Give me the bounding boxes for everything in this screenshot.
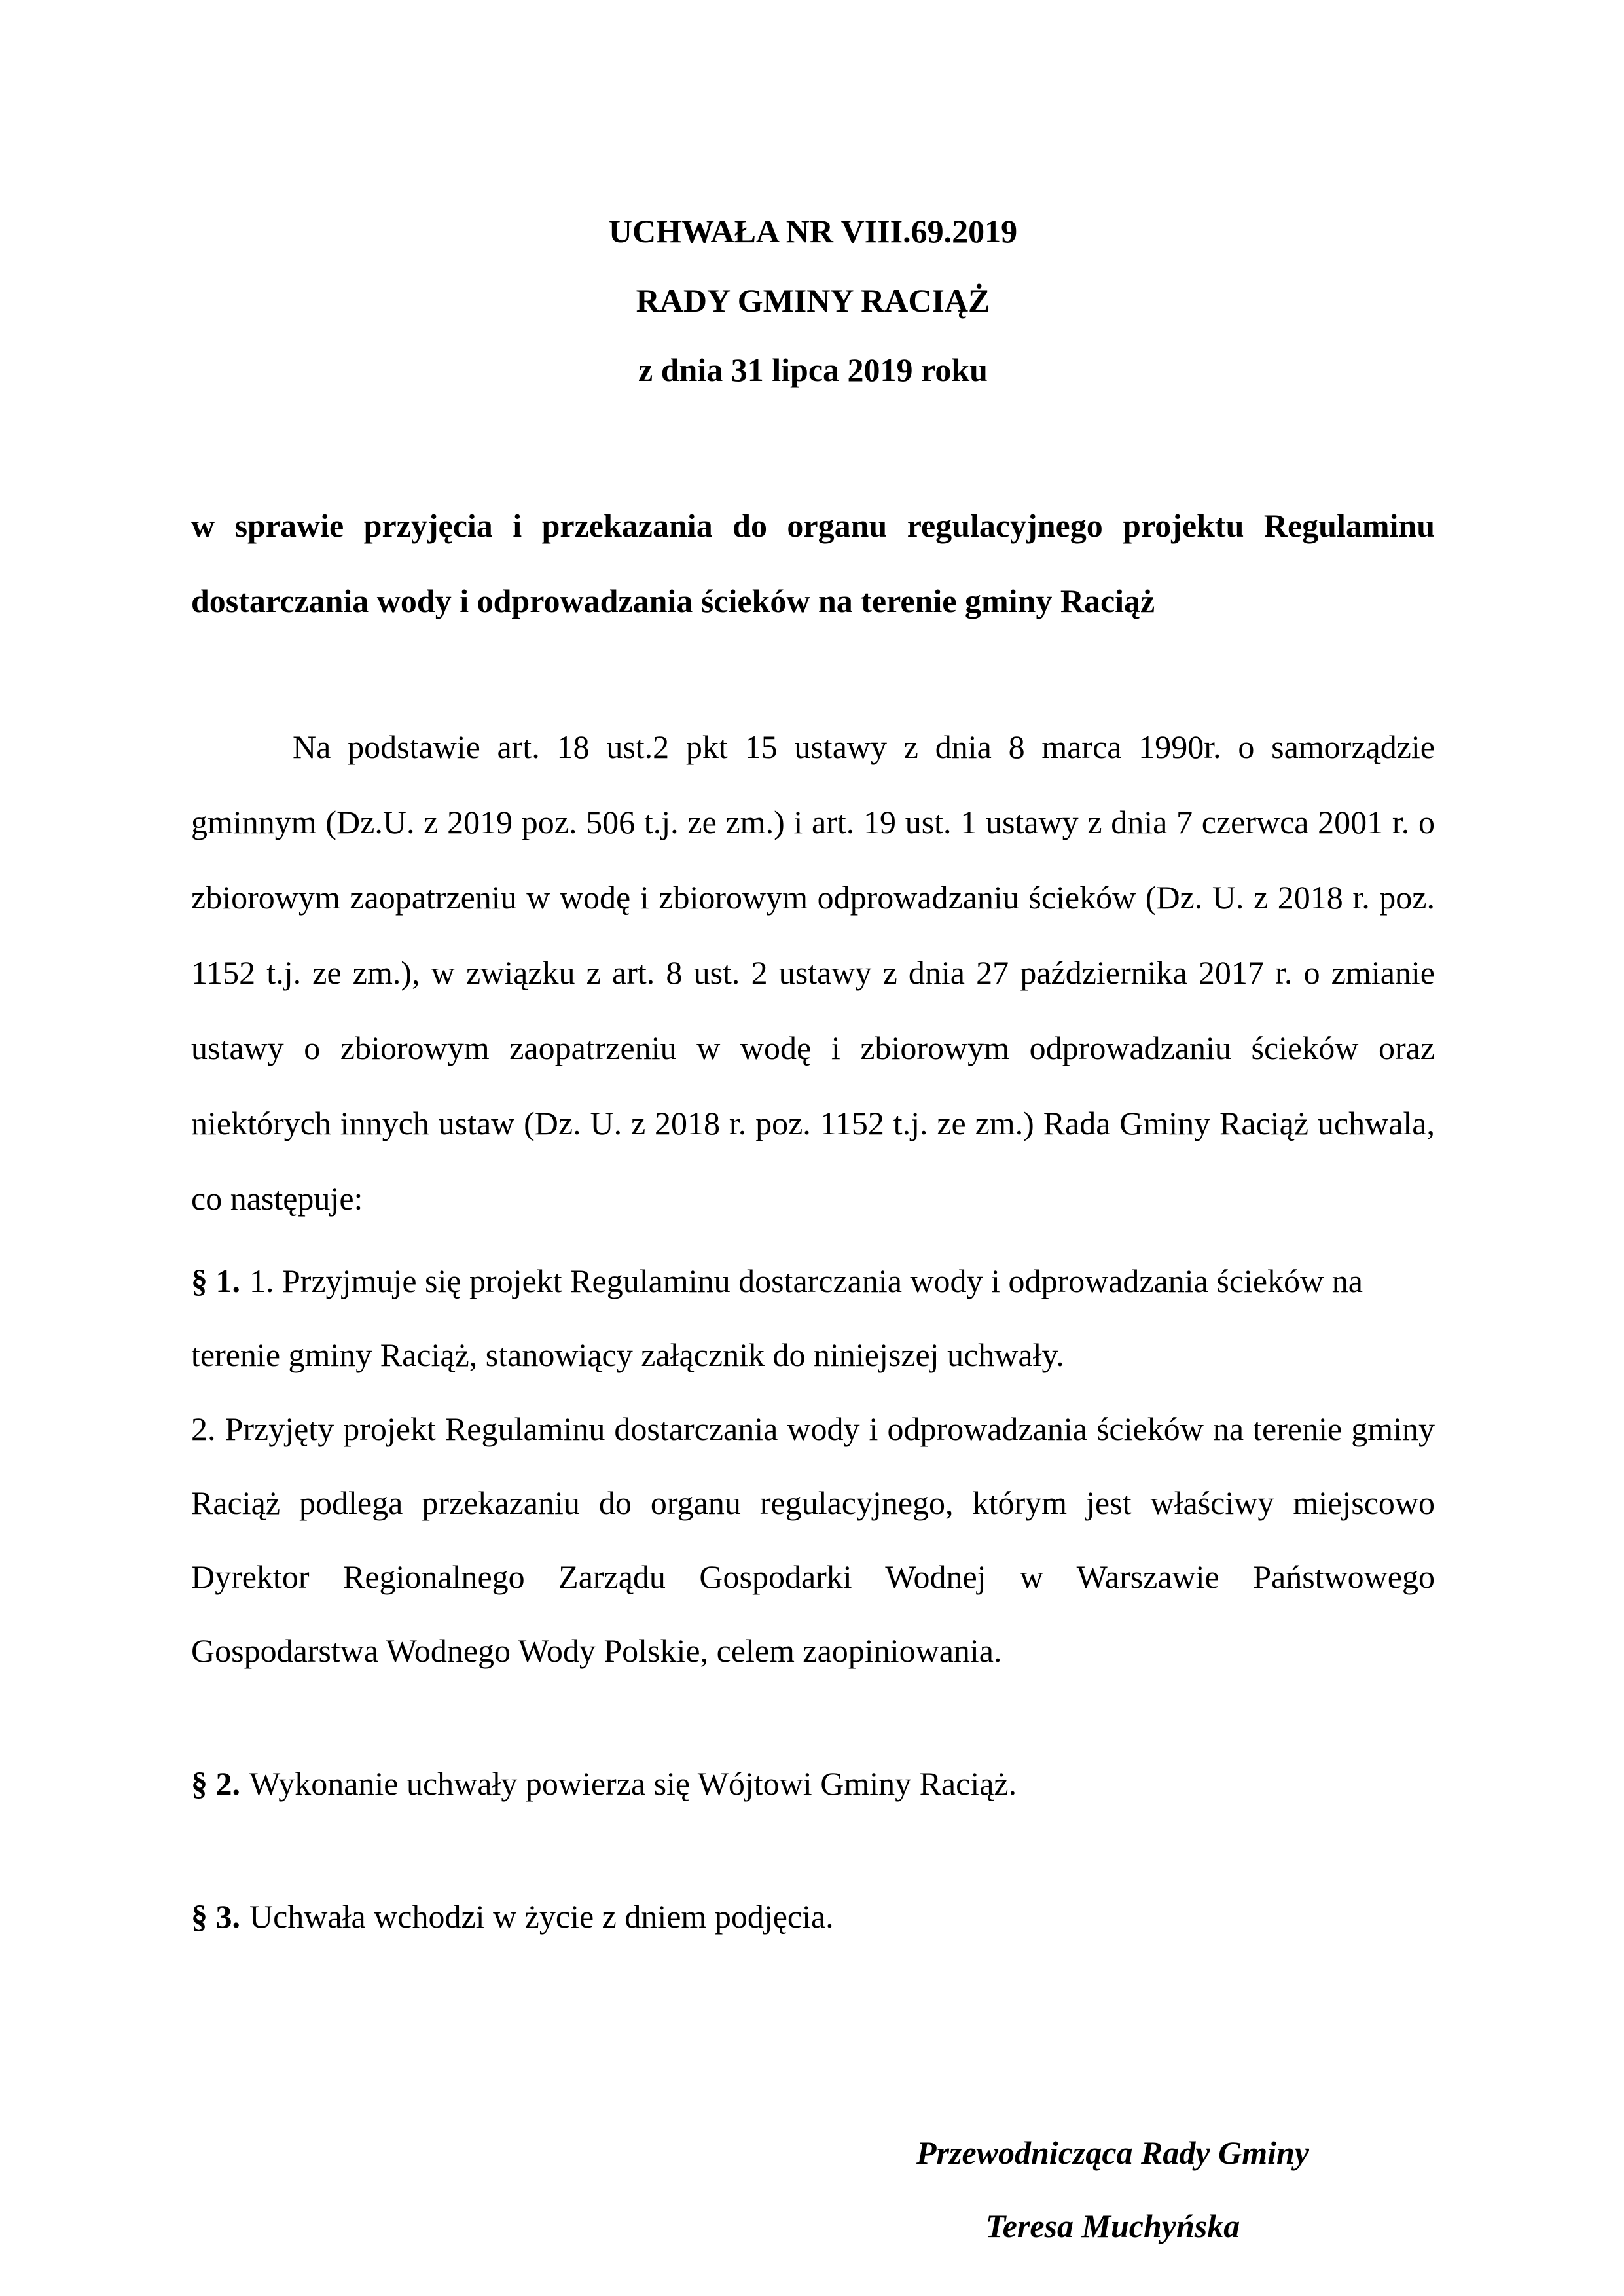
issuing-body: RADY GMINY RACIĄŻ	[636, 282, 990, 319]
signature-block	[785, 2116, 1440, 2263]
section-3-marker: § 3.	[191, 1898, 240, 1935]
section-1-paragraph-1	[191, 1244, 1435, 1392]
section-3-paragraph	[191, 1880, 1435, 1954]
section-1-text: 1. Przyjmuje się projekt Regulaminu dostarczania wody i odprowadzania ścieków na terenie gminy Raciąż, stanowiący załącznik do niniejszej uchwały.	[191, 1263, 1363, 1373]
resolution-number: UCHWAŁA NR VIII.69.2019	[608, 213, 1018, 249]
resolution-date: z dnia 31 lipca 2019 roku	[638, 351, 988, 388]
section-1-paragraph-2: 2. Przyjęty projekt Regulaminu dostarczania wody i odprowadzania ścieków na terenie gminy Raciąż podlega przekazaniu do organu regulacyjnego, którym jest właściwy miejscowo Dyrektor Regionalnego Zarządu Gospodarki Wodnej w Warszawie Państwowego Gospodarstwa Wodnego Wody Polskie, celem zaopiniowania.	[191, 1410, 1435, 1669]
resolution-subject: w sprawie przyjęcia i przekazania do organu regulacyjnego projektu Regulaminu dostarczania wody i odprowadzania ścieków na terenie gminy Raciąż	[191, 507, 1435, 619]
section-2-marker: § 2.	[191, 1765, 240, 1802]
resolution-title-block	[191, 196, 1435, 404]
document-content	[191, 196, 1435, 2263]
section-3-text: Uchwała wchodzi w życie z dniem podjęcia.	[249, 1898, 834, 1935]
section-1-marker: § 1.	[191, 1263, 240, 1299]
legal-basis-paragraph: Na podstawie art. 18 ust.2 pkt 15 ustawy z dnia 8 marca 1990r. o samorządzie gminnym (Dz.U. z 2019 poz. 506 t.j. ze zm.) i art. 19 ust. 1 ustawy z dnia 7 czerwca 2001 r. o zbiorowym zaopatrzeniu w wodę i zbiorowym odprowadzaniu ścieków (Dz. U. z 2018 r. poz. 1152 t.j. ze zm.), w związku z art. 8 ust. 2 ustawy z dnia 27 października 2017 r. o zmianie ustawy o zbiorowym zaopatrzeniu w wodę i zbiorowym odprowadzaniu ścieków oraz niektórych innych ustaw (Dz. U. z 2018 r. poz. 1152 t.j. ze zm.) Rada Gminy Raciąż uchwala, co następuje:	[191, 728, 1435, 1217]
signatory-name: Teresa Muchyńska	[985, 2208, 1240, 2244]
section-2-text: Wykonanie uchwały powierza się Wójtowi Gminy Raciąż.	[249, 1765, 1017, 1802]
signatory-role: Przewodnicząca Rady Gminy	[916, 2134, 1309, 2171]
section-2-paragraph	[191, 1747, 1435, 1821]
